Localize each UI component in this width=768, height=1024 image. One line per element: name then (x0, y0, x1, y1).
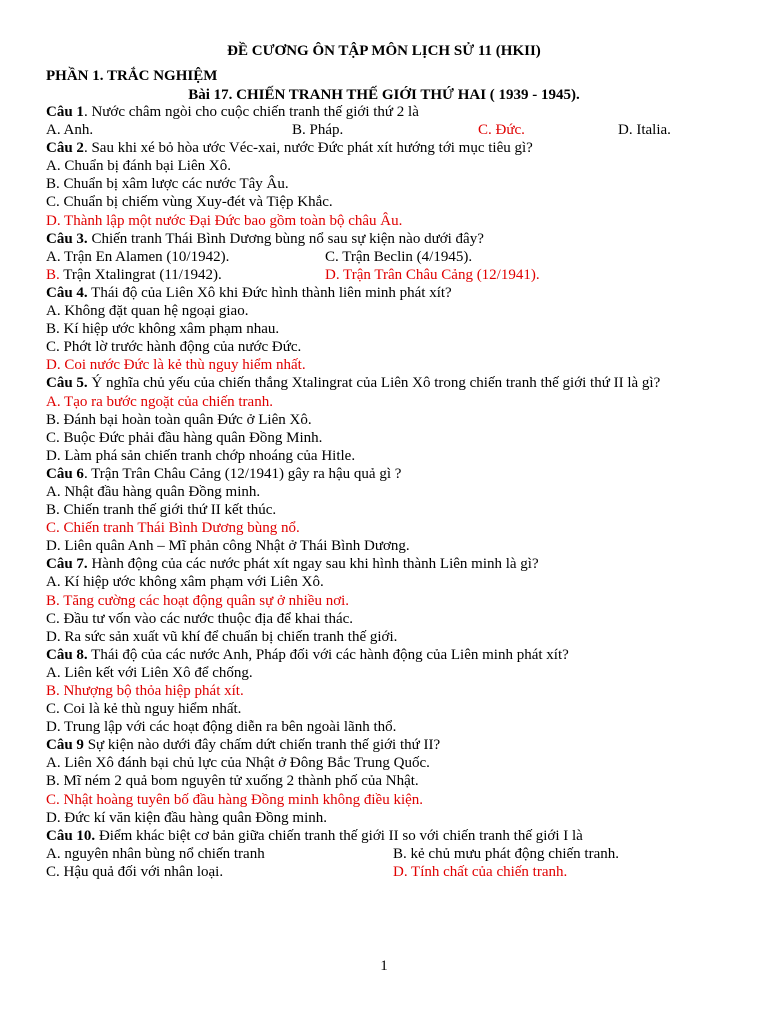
option-d-correct: D. Tính chất của chiến tranh. (393, 863, 568, 880)
option-d: D. Trung lập với các hoạt động diễn ra bên ngoài lãnh thổ. (46, 719, 397, 736)
option-d: D. Liên quân Anh – Mĩ phản công Nhật ở Thái Bình Dương. (46, 538, 410, 555)
option-a: A. nguyên nhân bùng nổ chiến tranh (46, 845, 265, 862)
question-number: Câu 3. (46, 230, 88, 247)
option-b: B. Đánh bại hoàn toàn quân Đức ở Liên Xô. (46, 411, 312, 428)
question-text: Thái độ của Liên Xô khi Đức hình thành liên minh phát xít? (87, 284, 452, 301)
question-7 (46, 555, 726, 573)
option-b: B. Kí hiệp ước không xâm phạm nhau. (46, 321, 280, 338)
option-d: D. Đức kí văn kiện đầu hàng quân Đồng minh. (46, 809, 327, 826)
option-d: D. Italia. (618, 122, 671, 139)
question-text: Ý nghĩa chủ yếu của chiến thắng Xtalingrat của Liên Xô trong chiến tranh thế giới thứ II là gì? (87, 375, 661, 392)
question-4 (46, 284, 726, 302)
option-d-correct: D. Trận Trân Châu Cảng (12/1941). (325, 266, 540, 283)
question-number: Câu 5. (46, 375, 88, 392)
question-text: Điểm khác biệt cơ bản giữa chiến tranh thế giới II so với chiến tranh thế giới I là (95, 827, 583, 844)
question-number: Câu 6 (46, 465, 84, 482)
option-c-correct: C. Nhật hoàng tuyên bố đầu hàng Đồng minh không điều kiện. (46, 791, 424, 808)
question-text: Hành động của các nước phát xít ngay sau khi hình thành Liên minh là gì? (87, 556, 539, 573)
option-c: C. Coi là kẻ thù nguy hiểm nhất. (46, 701, 242, 718)
option-row (46, 121, 726, 139)
option-row (46, 248, 726, 266)
option-b: B. Chiến tranh thế giới thứ II kết thúc. (46, 502, 277, 519)
question-text: Sự kiện nào dưới đây chấm dứt chiến tranh thế giới thứ II? (83, 737, 441, 754)
question-number: Câu 4. (46, 284, 88, 301)
question-2 (46, 139, 726, 157)
option-c-correct: C. Chiến tranh Thái Bình Dương bùng nổ. (46, 520, 300, 537)
option-b: B. Pháp. (292, 122, 344, 139)
page-number: 1 (380, 958, 388, 974)
option-a: A. Nhật đầu hàng quân Đồng minh. (46, 483, 261, 500)
lesson-heading: Bài 17. CHIẾN TRANH THẾ GIỚI THỨ HAI ( 1939 - 1945). (188, 87, 580, 103)
question-3 (46, 230, 726, 248)
option-b: B. kẻ chủ mưu phát động chiến tranh. (393, 845, 619, 862)
option-c: C. Buộc Đức phải đầu hàng quân Đồng Minh. (46, 429, 323, 446)
option-c: C. Trận Beclin (4/1945). (325, 248, 473, 265)
option-b-correct: B. Nhượng bộ thỏa hiệp phát xít. (46, 683, 244, 699)
question-5 (46, 374, 726, 392)
option-row (46, 266, 726, 284)
question-text: . Trận Trân Châu Cảng (12/1941) gây ra hậu quả gì ? (83, 465, 402, 482)
option-b-correct: B. Tăng cường các hoạt động quân sự ở nhiều nơi. (46, 592, 350, 609)
option-c: C. Hậu quả đối với nhân loại. (46, 863, 224, 880)
option-a: A. Liên kết với Liên Xô để chống. (46, 664, 253, 681)
question-number: Câu 2 (46, 140, 84, 157)
option-c: C. Phớt lờ trước hành động của nước Đức. (46, 339, 302, 356)
option-c: C. Đầu tư vốn vào các nước thuộc địa để khai thác. (46, 610, 354, 627)
question-8 (46, 646, 726, 664)
question-6 (46, 465, 726, 483)
option-d-correct: D. Coi nước Đức là kẻ thù nguy hiểm nhất. (46, 357, 306, 374)
option-d: D. Làm phá sản chiến tranh chớp nhoáng của Hitle. (46, 447, 356, 464)
question-9 (46, 736, 726, 754)
option-c: C. Chuẩn bị chiếm vùng Xuy-đét và Tiệp Khắc. (46, 194, 333, 211)
option-b: B. Chuẩn bị xâm lược các nước Tây Âu. (46, 176, 289, 193)
option-c-correct: C. Đức. (478, 122, 525, 139)
option-a: A. Liên Xô đánh bại chủ lực của Nhật ở Đông Bắc Trung Quốc. (46, 755, 430, 772)
question-number: Câu 1 (46, 104, 84, 120)
question-10 (46, 827, 726, 845)
option-a: A. Anh. (46, 122, 94, 139)
option-row (46, 845, 726, 863)
document-title: ĐỀ CƯƠNG ÔN TẬP MÔN LỊCH SỬ 11 (HKII) (227, 43, 541, 59)
option-a: A. Trận En Alamen (10/1942). (46, 248, 230, 265)
question-number: Câu 9 (46, 737, 84, 754)
question-number: Câu 8. (46, 646, 88, 663)
question-number: Câu 10. (46, 827, 96, 844)
section-heading: PHẦN 1. TRẮC NGHIỆM (46, 68, 218, 84)
option-row (46, 863, 726, 881)
option-d-correct: D. Thành lập một nước Đại Đức bao gồm toàn bộ châu Âu. (46, 212, 403, 229)
question-text: Chiến tranh Thái Bình Dương bùng nổ sau sự kiện nào dưới đây? (87, 230, 484, 247)
question-text: . Nước châm ngòi cho cuộc chiến tranh thế giới thứ 2 là (83, 104, 419, 120)
question-number: Câu 7. (46, 556, 88, 573)
question-text: . Sau khi xé bỏ hòa ước Véc-xai, nước Đức phát xít hướng tới mục tiêu gì? (83, 140, 533, 157)
option-a: A. Không đặt quan hệ ngoại giao. (46, 303, 249, 320)
option-a: A. Chuẩn bị đánh bại Liên Xô. (46, 158, 231, 175)
option-a-correct: A. Tạo ra bước ngoặt của chiến tranh. (46, 393, 273, 410)
question-list (46, 103, 726, 881)
option-b: B. Mĩ ném 2 quả bom nguyên tử xuống 2 thành phố của Nhật. (46, 773, 419, 790)
question-1 (46, 103, 726, 121)
question-text: Thái độ của các nước Anh, Pháp đối với các hành động của Liên minh phát xít? (87, 646, 569, 663)
option-b: B. Trận Xtalingrat (11/1942). (46, 266, 222, 283)
option-a: A. Kí hiệp ước không xâm phạm với Liên Xô. (46, 574, 324, 591)
option-d: D. Ra sức sản xuất vũ khí để chuẩn bị chiến tranh thế giới. (46, 628, 398, 645)
